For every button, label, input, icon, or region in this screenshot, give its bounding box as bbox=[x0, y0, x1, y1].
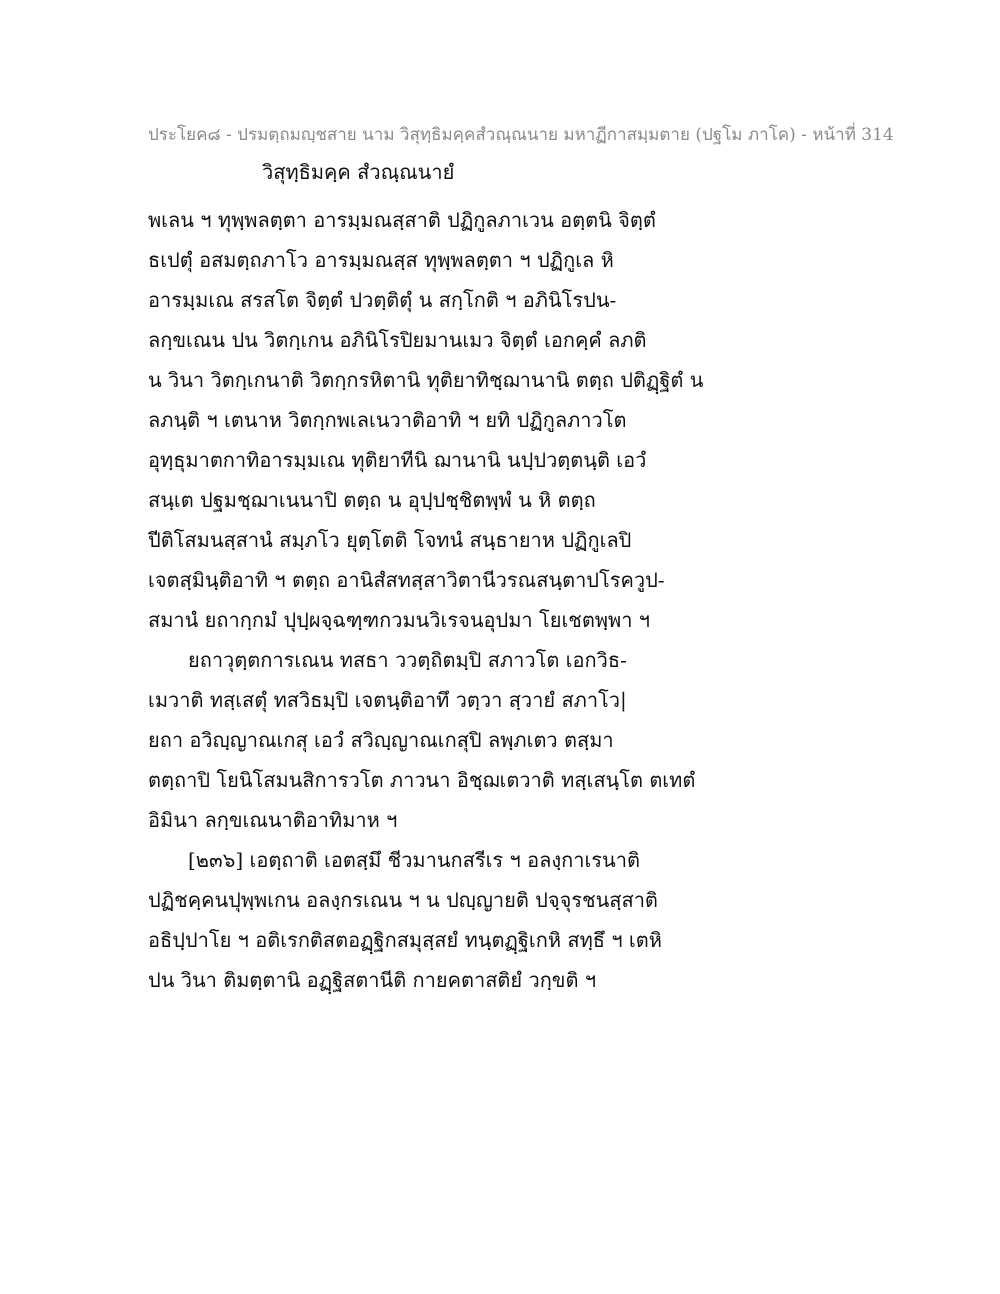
text-line: ธเปตุํ อสมตฺถภาโว อารมฺมณสฺส ทุพฺพลตฺตา ฯ ปฏิกูเล หิ bbox=[148, 248, 614, 272]
text-line: น วินา วิตกฺเกนาติ วิตกฺกรหิตานิ ทุติยาทิชฺฌานานิ ตตฺถ ปติฏฺฐิตํ น bbox=[148, 368, 704, 392]
paragraph-start-line: ยถาวุตฺตการเณน ทสธา ววตฺถิตมฺปิ สภาวโต เอกวิธ- bbox=[188, 648, 627, 672]
text-line: ตตฺถาปิ โยนิโสมนสิการวโต ภาวนา อิชฺฌเตวาติ ทสฺเสนฺโต ตเทตํ bbox=[148, 768, 696, 792]
text-line: พเลน ฯ ทุพฺพลตฺตา อารมฺมณสฺสาติ ปฏิกูลภาเวน อตฺตนิ จิตฺตํ bbox=[148, 208, 656, 232]
text-line: ปน วินา ติมตฺตานิ อฏฺฐิสตานีติ กายคตาสติยํ วกฺขติ ฯ bbox=[148, 968, 597, 992]
text-line: อารมฺมเณ สรสโต จิตฺตํ ปวตฺติตุํ น สกฺโกติ ฯ อภินิโรปน- bbox=[148, 288, 617, 312]
text-line: ลกฺขเณน ปน วิตกฺเกน อภินิโรปิยมานเมว จิตฺตํ เอกคฺคํ ลภติ bbox=[148, 328, 647, 352]
text-line: ปฏิชคฺคนปุพฺพเกน อลงฺกรเณน ฯ น ปญฺญายติ ปจฺจุรชนสฺสาติ bbox=[148, 888, 658, 912]
text-line: เจตสฺมินฺติอาทิ ฯ ตตฺถ อานิสํสทสฺสาวิตานีวรณสนฺตาปโรควูป- bbox=[148, 568, 665, 592]
text-line: อธิปฺปาโย ฯ อติเรกติสตอฏฺฐิกสมุสฺสยํ ทนฺตฏฺฐิเกหิ สทฺธึ ฯ เตหิ bbox=[148, 928, 662, 952]
text-line: สนฺเต ปฐมชฺฌาเนนาปิ ตตฺถ น อุปฺปชฺชิตพฺพํ น หิ ตตฺถ bbox=[148, 488, 596, 512]
running-header: ประโยค๘ - ปรมตฺถมญฺชสาย นาม วิสุทฺธิมคฺคสํวณฺณนาย มหาฏีกาสมฺมตาย (ปฐโม ภาโค) - หน้าที่ 314 bbox=[148, 125, 894, 145]
text-line: ลภนฺติ ฯ เตนาห วิตกฺกพเลเนวาติอาทิ ฯ ยทิ ปฏิกูลภาวโต bbox=[148, 408, 627, 432]
body-text bbox=[148, 200, 748, 1000]
text-line: เมวาติ ทสฺเสตุํ ทสวิธมฺปิ เจตนฺติอาทึ วตฺวา สฺวายํ สภาโว| bbox=[148, 688, 627, 712]
text-line: ปีติโสมนสฺสานํ สมฺภโว ยุตฺโตติ โจทนํ สนฺธายาห ปฏิกูเลปิ bbox=[148, 528, 632, 552]
section-title: วิสุทฺธิมคฺค สํวณฺณนายํ bbox=[262, 160, 455, 184]
text-line: สมานํ ยถากฺกมํ ปุปฺผจฺฉฑฺฑกวมนวิเรจนอุปมา โยเชตพฺพา ฯ bbox=[148, 608, 651, 632]
text-line: อิมินา ลกฺขเณนาติอาทิมาห ฯ bbox=[148, 808, 398, 832]
paragraph-start-line: [๒๓๖] เอตฺถาติ เอตสฺมึ ชีวมานกสรีเร ฯ อลงฺกาเรนาติ bbox=[188, 848, 640, 872]
text-line: อุทฺธุมาตกาทิอารมฺมเณ ทุติยาทีนิ ฌานานิ นปฺปวตฺตนฺติ เอวํ bbox=[148, 448, 647, 472]
text-line: ยถา อวิญฺญาณเกสุ เอวํ สวิญฺญาณเกสุปิ ลพฺภเตว ตสฺมา bbox=[148, 728, 614, 752]
